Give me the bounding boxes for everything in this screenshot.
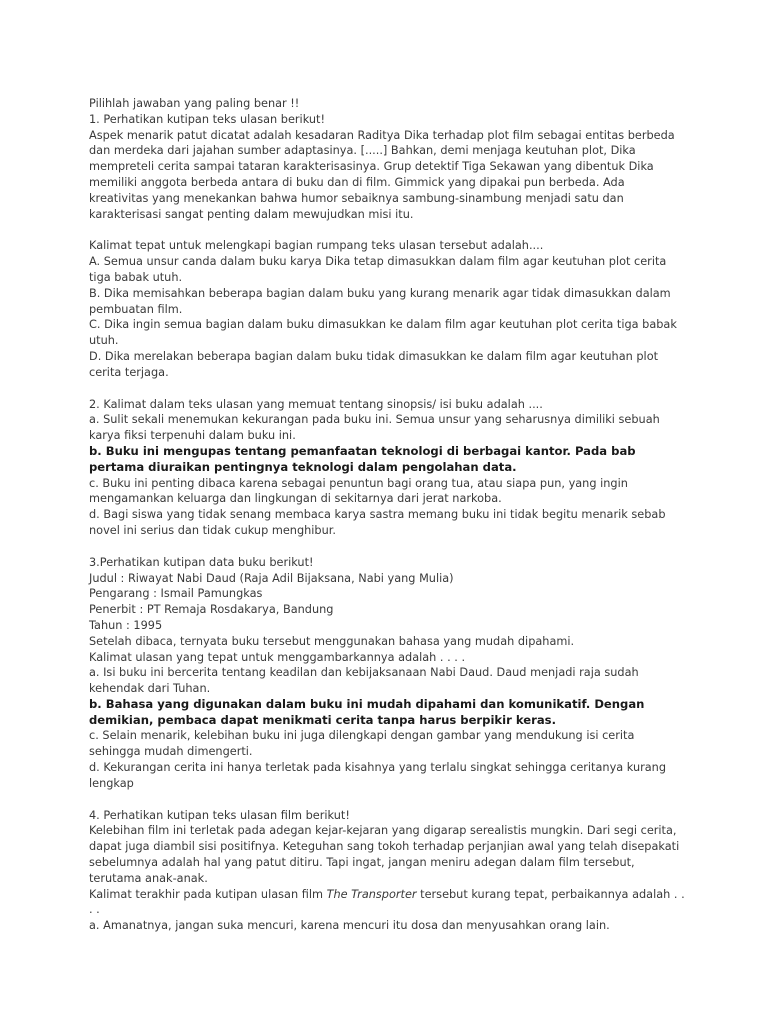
q3-data-author: Pengarang : Ismail Pamungkas bbox=[89, 587, 263, 601]
q4-prompt bbox=[89, 887, 685, 919]
q1-title: 1. Perhatikan kutipan teks ulasan berikut! bbox=[89, 112, 326, 126]
spacer bbox=[89, 792, 685, 808]
q3-prompt: Kalimat ulasan yang tepat untuk menggambarkannya adalah . . . . bbox=[89, 650, 466, 664]
q3-option-b-answer: b. Bahasa yang digunakan dalam buku ini mudah dipahami dan komunikatif. Dengan demikian, pembaca dapat menikmati cerita tanpa harus berpikir keras. bbox=[89, 696, 645, 727]
q3-data-year: Tahun : 1995 bbox=[89, 618, 163, 632]
q2-title: 2. Kalimat dalam teks ulasan yang memuat tentang sinopsis/ isi buku adalah .... bbox=[89, 397, 543, 411]
q3-statement: Setelah dibaca, ternyata buku tersebut menggunakan bahasa yang mudah dipahami. bbox=[89, 634, 575, 648]
q4-option-a: a. Amanatnya, jangan suka mencuri, karena mencuri itu dosa dan menyusahkan orang lain. bbox=[89, 919, 610, 933]
spacer bbox=[89, 539, 685, 555]
document-body bbox=[89, 96, 685, 934]
q4-prompt-before: Kalimat terakhir pada kutipan ulasan film bbox=[89, 887, 327, 901]
q3-option-d: d. Kekurangan cerita ini hanya terletak pada kisahnya yang terlalu singkat sehingga ceritanya kurang lengkap bbox=[89, 761, 667, 790]
q3-option-c: c. Selain menarik, kelebihan buku ini juga dilengkapi dengan gambar yang mendukung isi cerita sehingga mudah dimengerti. bbox=[89, 729, 635, 759]
q2-option-a: a. Sulit sekali menemukan kekurangan pada buku ini. Semua unsur yang seharusnya dimiliki sebuah karya fiksi terpenuhi dalam buku ini. bbox=[89, 413, 660, 443]
q3-data-title: Judul : Riwayat Nabi Daud (Raja Adil Bijaksana, Nabi yang Mulia) bbox=[89, 571, 454, 585]
q1-option-d: D. Dika merelakan beberapa bagian dalam buku tidak dimasukkan ke dalam film agar keutuhan plot cerita terjaga. bbox=[89, 349, 659, 379]
q4-passage: Kelebihan film ini terletak pada adegan kejar-kejaran yang digarap serealistis mungkin. Dari segi cerita, dapat juga diambil sisi positifnya. Keteguhan sang tokoh terhadap perjanjian awal yang telah disepakati sebelumnya adalah hal yang patut ditiru. Tapi ingat, jangan meniru adegan dalam film tersebut, terutama anak-anak. bbox=[89, 824, 680, 885]
q4-film-title: The Transporter bbox=[326, 887, 417, 901]
q2-option-c: c. Buku ini penting dibaca karena sebagai penuntun bagi orang tua, atau siapa pun, yang ingin mengamankan keluarga dan lingkungan di sekitarnya dari jerat narkoba. bbox=[89, 476, 628, 506]
q2-option-d: d. Bagi siswa yang tidak senang membaca karya sastra memang buku ini tidak begitu menarik sebab novel ini serius dan tidak cukup menghibur. bbox=[89, 508, 666, 537]
q1-option-c: C. Dika ingin semua bagian dalam buku dimasukkan ke dalam film agar keutuhan plot cerita tiga babak utuh. bbox=[89, 318, 677, 348]
q4-title: 4. Perhatikan kutipan teks ulasan film berikut! bbox=[89, 808, 350, 822]
q2-option-b-answer: b. Buku ini mengupas tentang pemanfaatan teknologi di berbagai kantor. Pada bab pertama diuraikan pentingnya teknologi dalam pengolahan data. bbox=[89, 443, 636, 474]
q3-option-a: a. Isi buku ini bercerita tentang keadilan dan kebijaksanaan Nabi Daud. Daud menjadi raja sudah kehendak dari Tuhan. bbox=[89, 666, 639, 696]
spacer bbox=[89, 222, 685, 238]
q4-prompt-after: tersebut kurang tepat, perbaikannya adalah . . . . bbox=[89, 887, 685, 917]
spacer bbox=[89, 381, 685, 397]
instruction-text: Pilihlah jawaban yang paling benar !! bbox=[89, 97, 300, 110]
q1-option-a: A. Semua unsur canda dalam buku karya Dika tetap dimasukkan dalam film agar keutuhan plot cerita tiga babak utuh. bbox=[89, 255, 667, 284]
q1-prompt: Kalimat tepat untuk melengkapi bagian rumpang teks ulasan tersebut adalah.... bbox=[89, 239, 544, 253]
q1-option-b: B. Dika memisahkan beberapa bagian dalam buku yang kurang menarik agar tidak dimasukkan dalam pembuatan film. bbox=[89, 286, 671, 316]
q3-data-publisher: Penerbit : PT Remaja Rosdakarya, Bandung bbox=[89, 603, 334, 617]
q3-title: 3.Perhatikan kutipan data buku berikut! bbox=[89, 555, 314, 569]
q1-passage: Aspek menarik patut dicatat adalah kesadaran Raditya Dika terhadap plot film sebagai entitas berbeda dan merdeka dari jajahan sumber adaptasinya. [.....] Bahkan, demi menjaga keutuhan plot, Dika mempreteli cerita sampai tataran karakterisasinya. Grup detektif Tiga Sekawan yang dibentuk Dika memiliki anggota berbeda antara di buku dan di film. Gimmick yang dipakai pun berbeda. Ada kreativitas yang menekankan bahwa humor sebaiknya sambung-sinambung menjadi satu dan karakterisasi sangat penting dalam mewujudkan misi itu. bbox=[89, 128, 675, 221]
